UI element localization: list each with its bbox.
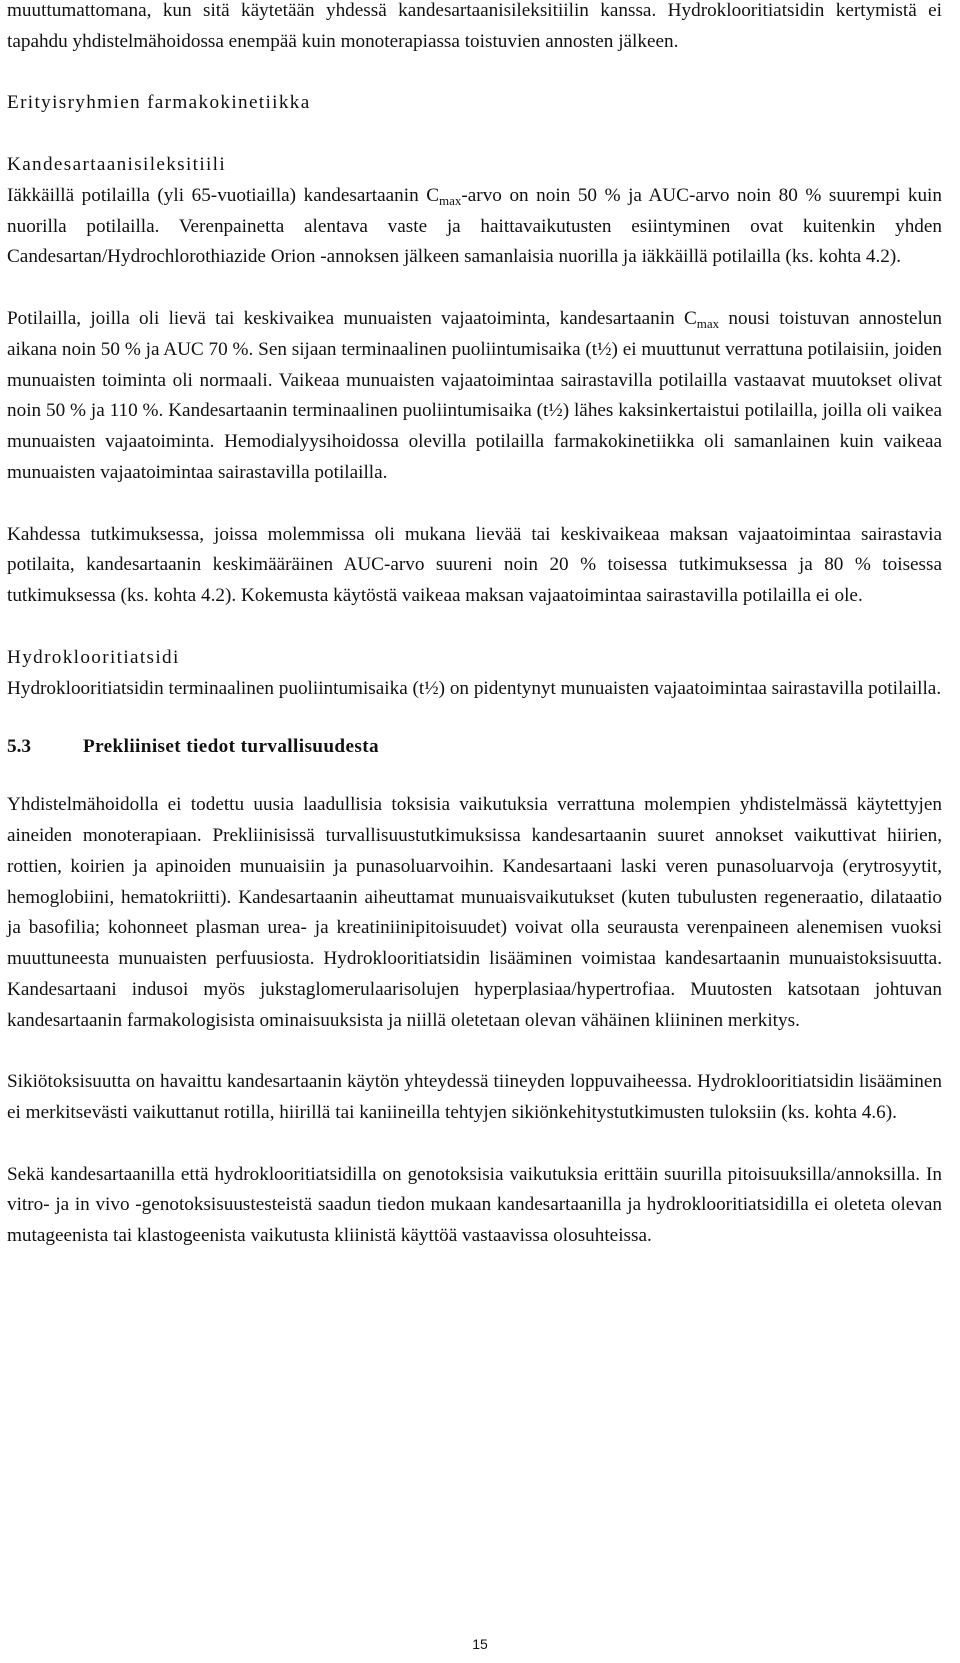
hepatic-paragraph: Kahdessa tutkimuksessa, joissa molemmissa oli mukana lievää tai keskivaikeaa maksan vajaatoimintaa sairastavia potilaita, kandesartaanin keskimääräinen AUC-arvo suureni noin 20 % toisessa tutkimuksessa ja 80 % toisessa tutkimuksessa (ks. kohta 4.2). Kokemusta käytöstä vaikeaa maksan vajaatoimintaa sairastavilla potilailla ei ole. <box>7 523 942 607</box>
preclinical-paragraph-genotoxicity: Sekä kandesartaanilla että hydroklooritiatsidilla on genotoksisia vaikutuksia erittäin suurilla pitoisuuksilla/annoksilla. In vitro- ja in vivo -genotoksisuustesteistä saadun tiedon mukaan kandesartaanilla ja hydroklooritiatsidilla ei oleteta olevan mutageenista tai klastogeenista vaikutusta kliinistä käyttöä vastaavissa olosuhteissa. <box>7 1163 942 1247</box>
renal-paragraph <box>7 304 942 489</box>
elderly-text-start: Iäkkäillä potilailla (yli 65-vuotiailla) kandesartaanin C <box>7 184 440 206</box>
renal-text-start: Potilailla, joilla oli lievä tai keskivaikea munuaisten vajaatoiminta, kandesartaanin C <box>7 307 697 329</box>
section-title: Prekliiniset tiedot turvallisuudesta <box>83 736 379 758</box>
special-groups-heading: Erityisryhmien farmakokinetiikka <box>7 92 311 114</box>
elderly-paragraph <box>7 181 942 273</box>
cmax-subscript: max <box>439 192 462 208</box>
renal-text-end: nousi toistuvan annostelun aikana noin 50 % ja AUC 70 %. Sen sijaan terminaalinen puoliintumisaika (t½) ei muuttunut verrattuna potilaisiin, joiden munuaisten toiminta oli normaali. Vaikeaa munuaisten vajaatoimintaa sairastavilla potilailla vastaavat muutokset olivat noin 50 % ja 110 %. Kandesartaanin terminaalinen puoliintumisaika (t½) lähes kaksinkertaistui potilailla, joilla oli vaikea munuaisten vajaatoiminta. Hemodialyysihoidossa olevilla potilailla farmakokinetiikka oli samanlainen kuin vaikeaa munuaisten vajaatoimintaa sairastavilla potilailla. <box>7 307 942 483</box>
candesartan-heading: Kandesartaanisileksitiili <box>7 153 227 175</box>
intro-paragraph: muuttumattomana, kun sitä käytetään yhdessä kandesartaanisileksitiilin kanssa. Hydroklooritiatsidin kertymistä ei tapahdu yhdistelmähoidossa enempää kuin monoterapiassa toistuvien annosten jälkeen. <box>7 0 942 52</box>
preclinical-paragraph-fetotoxicity: Sikiötoksisuutta on havaittu kandesartaanin käytön yhteydessä tiineyden loppuvaiheessa. Hydroklooritiatsidin lisääminen ei merkitsevästi vaikuttanut rotilla, hiirillä tai kaniineilla tehtyjen sikiönkehitystutkimusten tuloksiin (ks. kohta 4.6). <box>7 1071 942 1124</box>
page-body <box>7 0 942 1252</box>
section-number: 5.3 <box>7 736 31 758</box>
hctz-heading: Hydroklooritiatsidi <box>7 646 180 668</box>
page-number: 15 <box>472 1636 488 1652</box>
cmax-subscript: max <box>696 315 720 331</box>
elderly-text-end: -arvo on noin 50 % ja AUC-arvo noin 80 % suurempi kuin nuorilla potilailla. Verenpainetta alentava vaste ja haittavaikutusten esiintyminen ovat kuitenkin yhden Candesartan/Hydrochlorothiazide Orion -annoksen jälkeen samanlaisia nuorilla ja iäkkäillä potilailla (ks. kohta 4.2). <box>7 184 942 268</box>
preclinical-paragraph-toxicity: Yhdistelmähoidolla ei todettu uusia laadullisia toksisia vaikutuksia verrattuna molempien yhdistelmässä käytettyjen aineiden monoterapiaan. Prekliinisissä turvallisuustutkimuksissa kandesartaanin suuret annokset vaikuttivat hiirien, rottien, koirien ja apinoiden munuaisiin ja punasoluarvoihin. Kandesartaani laski veren punasoluarvoja (erytrosyytit, hemoglobiini, hematokriitti). Kandesartaanin aiheuttamat munuaisvaikutukset (kuten tubulusten regeneraatio, dilataatio ja basofilia; kohonneet plasman urea- ja kreatiniinipitoisuudet) voivat olla seurausta verenpaineen alenemisen vuoksi muuttuneesta munuaisten perfuusiosta. Hydroklooritiatsidin lisääminen voimistaa kandesartaanin munuaistoksisuutta. Kandesartaani indusoi myös jukstaglomerulaarisolujen hyperplasiaa/hypertrofiaa. Muutosten katsotaan johtuvan kandesartaanin farmakologisista ominaisuuksista ja niillä oletetaan olevan vähäinen kliininen merkitys. <box>7 794 942 1031</box>
section-heading <box>7 732 942 763</box>
hctz-paragraph: Hydroklooritiatsidin terminaalinen puoliintumisaika (t½) on pidentynyt munuaisten vajaatoimintaa sairastavilla potilailla. <box>7 677 942 699</box>
